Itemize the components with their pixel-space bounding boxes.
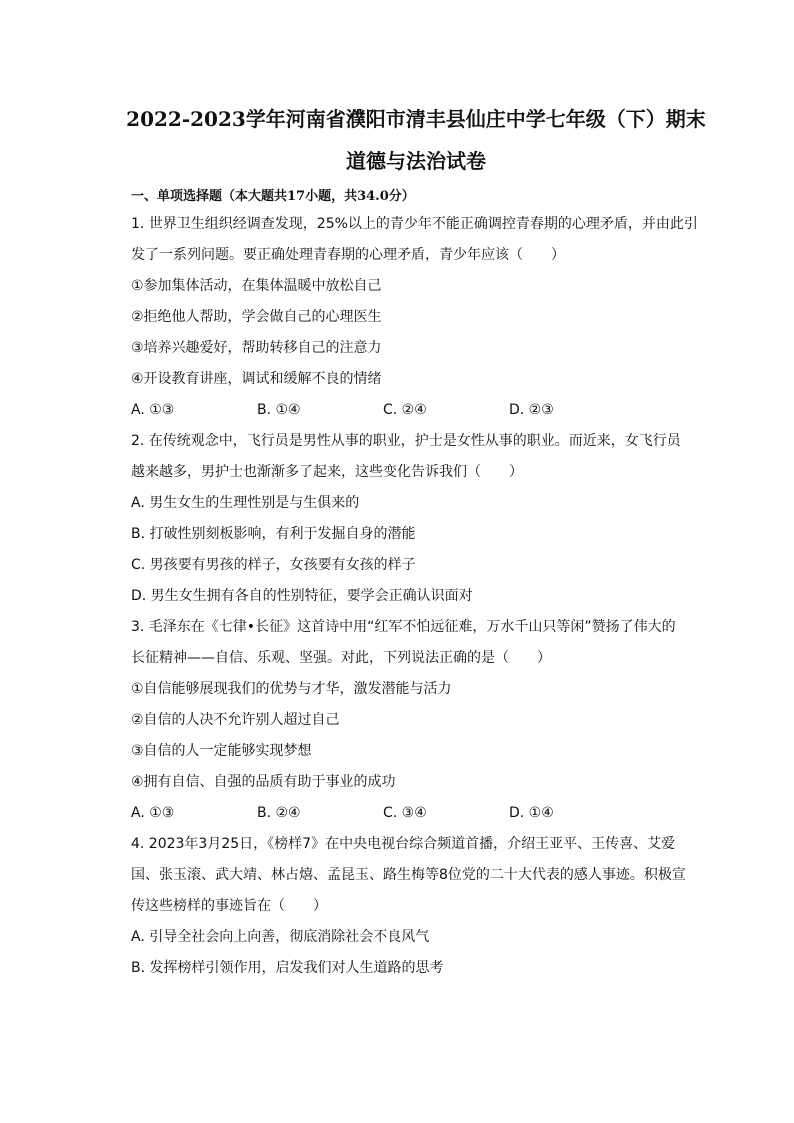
question-stem-line: 4. 2023年3月25日，《榜样7》在中央电视台综合频道首播，介绍王亚平、王传喜、艾爱	[131, 836, 676, 852]
question-1	[131, 209, 698, 426]
statement-item: ①自信能够展现我们的优势与才华，激发潜能与活力	[131, 681, 452, 697]
option-c: C. ②④	[383, 402, 427, 418]
statement-item: ③自信的人一定能够实现梦想	[131, 743, 312, 759]
question-stem-line: 3. 毛泽东在《七律•长征》这首诗中用“红军不怕远征难，万水千山只等闲”赞扬了伟大的	[131, 619, 676, 635]
statement-item: ④开设教育讲座，调试和缓解不良的情绪	[131, 371, 382, 387]
option-d: D. 男生女生拥有各自的性别特征，要学会正确认识面对	[131, 588, 473, 604]
question-3	[131, 612, 694, 829]
statement-item: ④拥有自信、自强的品质有助于事业的成功	[131, 774, 396, 790]
answer-options	[131, 798, 694, 829]
statement-item: ③培养兴趣爱好，帮助转移自己的注意力	[131, 340, 382, 356]
option-c: C. ③④	[383, 805, 427, 821]
option-a: A. 男生女生的生理性别是与生俱来的	[131, 495, 360, 511]
question-4	[131, 829, 694, 984]
question-2	[131, 426, 694, 612]
exam-title	[121, 98, 711, 182]
statement-item: ②拒绝他人帮助，学会做自己的心理医生	[131, 309, 382, 325]
option-b: B. 打破性别刻板影响，有利于发掘自身的潜能	[131, 526, 416, 542]
question-stem-line: 传这些榜样的事迹旨在（ ）	[131, 898, 327, 914]
statement-item: ②自信的人决不允许别人超过自己	[131, 712, 340, 728]
option-d: D. ②③	[509, 402, 554, 418]
question-stem-line: 2. 在传统观念中，飞行员是男性从事的职业，护士是女性从事的职业。而近来，女飞行员	[131, 433, 681, 449]
question-stem-line: 国、张玉滚、武大靖、林占熺、孟昆玉、路生梅等8位党的二十大代表的感人事迹。积极宣	[131, 867, 686, 883]
option-b: B. 发挥榜样引领作用，启发我们对人生道路的思考	[131, 960, 444, 976]
option-a: A. 引导全社会向上向善，彻底消除社会不良风气	[131, 929, 430, 945]
statement-item: ①参加集体活动，在集体温暖中放松自己	[131, 278, 382, 294]
question-stem-line: 发了一系列问题。要正确处理青春期的心理矛盾，青少年应该（ ）	[131, 247, 565, 263]
option-b: B. ②④	[257, 805, 301, 821]
option-a: A. ①③	[131, 402, 175, 418]
option-a: A. ①③	[131, 805, 175, 821]
question-stem-line: 1. 世界卫生组织经调查发现，25%以上的青少年不能正确调控青春期的心理矛盾，并由此引	[131, 216, 698, 232]
section-heading: 一、单项选择题（本大题共17小题，共34.0分）	[131, 189, 415, 204]
option-d: D. ①④	[509, 805, 554, 821]
title-line-2: 道德与法治试卷	[346, 149, 486, 173]
option-b: B. ①④	[257, 402, 301, 418]
question-stem-line: 越来越多，男护士也渐渐多了起来，这些变化告诉我们（ ）	[131, 464, 523, 480]
option-c: C. 男孩要有男孩的样子，女孩要有女孩的样子	[131, 557, 416, 573]
answer-options	[131, 395, 694, 426]
question-stem-line: 长征精神——自信、乐观、坚强。对此，下列说法正确的是（ ）	[131, 650, 551, 666]
title-line-1: 2022-2023学年河南省濮阳市清丰县仙庄中学七年级（下）期末	[126, 107, 706, 131]
